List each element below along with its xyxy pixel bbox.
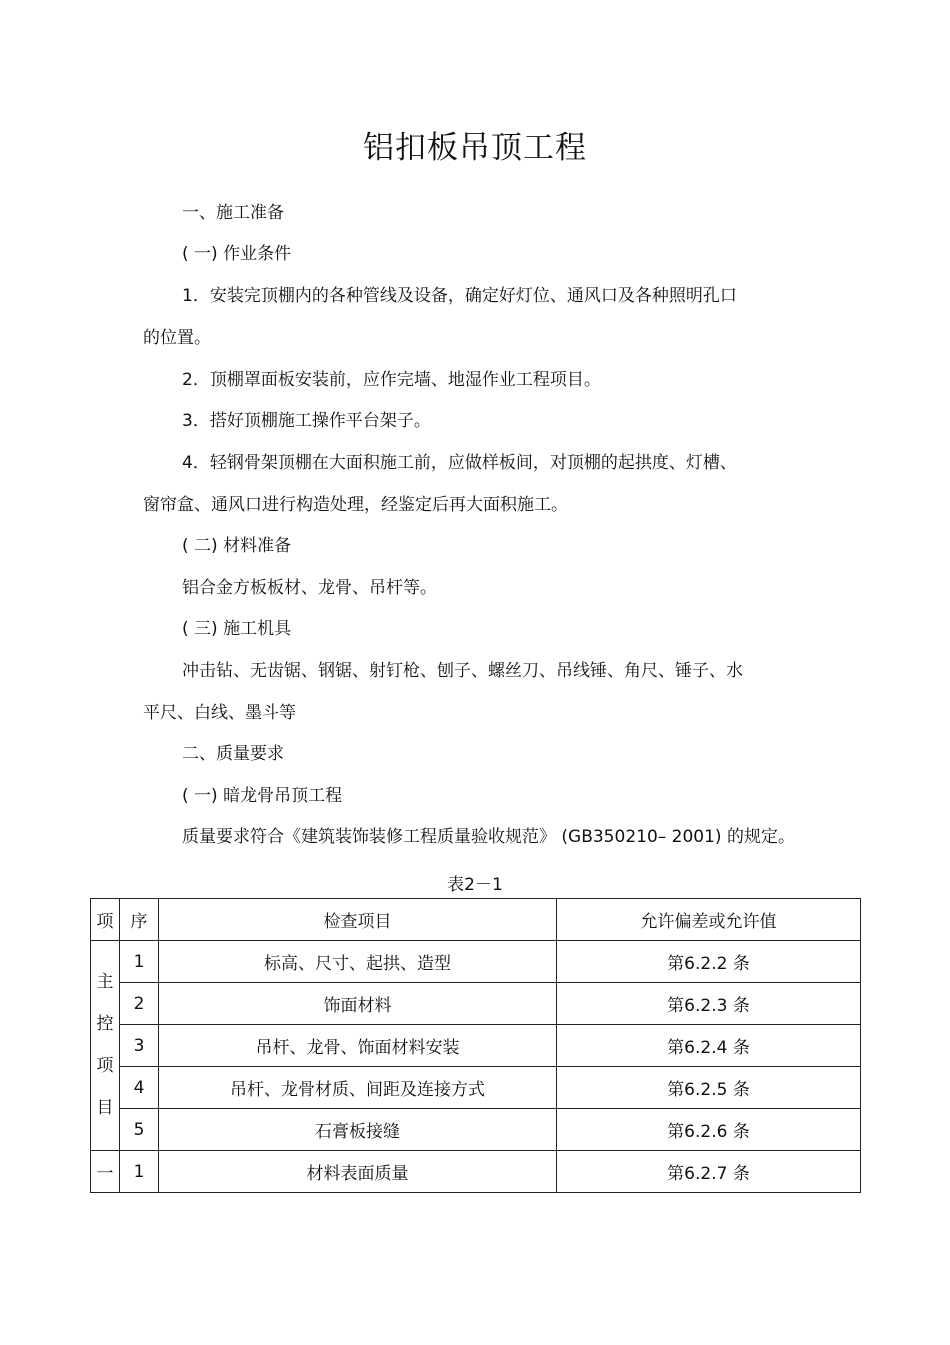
subsection-heading-materials: ( 二) 材料准备	[182, 536, 292, 556]
table-row	[91, 983, 861, 1025]
paragraph-item4-line1: 4．轻钢骨架顶棚在大面积施工前，应做样板间，对顶棚的起拱度、灯槽、	[182, 453, 737, 473]
header-allowed-value: 允许偏差或允许值	[557, 899, 861, 941]
row-number: 1	[120, 1151, 159, 1193]
row-item: 饰面材料	[159, 983, 557, 1025]
row-value: 第6.2.4 条	[557, 1025, 861, 1067]
paragraph-item3: 3．搭好顶棚施工操作平台架子。	[182, 411, 431, 431]
subsection-heading-tools: ( 三) 施工机具	[182, 619, 292, 639]
paragraph-tools-line2: 平尺、白线、墨斗等	[143, 703, 296, 723]
table-row	[91, 941, 861, 983]
group-main-char: 主	[96, 972, 114, 992]
section-heading-preparation: 一、施工准备	[182, 203, 284, 223]
inspection-table	[90, 898, 861, 1193]
row-item: 吊杆、龙骨材质、间距及连接方式	[159, 1067, 557, 1109]
row-item: 石膏板接缝	[159, 1109, 557, 1151]
paragraph-item1-line1: 1．安装完顶棚内的各种管线及设备，确定好灯位、通风口及各种照明孔口	[182, 286, 737, 306]
table-header-row	[91, 899, 861, 941]
table-row	[91, 1109, 861, 1151]
table-row	[91, 1067, 861, 1109]
group-main-char: 项	[96, 1056, 114, 1076]
section-heading-quality: 二、质量要求	[182, 744, 284, 764]
row-value: 第6.2.2 条	[557, 941, 861, 983]
table-row	[91, 1025, 861, 1067]
row-number: 3	[120, 1025, 159, 1067]
paragraph-quality-standard: 质量要求符合《建筑装饰装修工程质量验收规范》 (GB350210– 2001) 的规定。	[182, 827, 795, 847]
paragraph-item2: 2．顶棚罩面板安装前，应作完墙、地湿作业工程项目。	[182, 370, 601, 390]
header-inspection-item: 检查项目	[159, 899, 557, 941]
row-value: 第6.2.3 条	[557, 983, 861, 1025]
group-general: 一	[91, 1151, 120, 1193]
row-value: 第6.2.5 条	[557, 1067, 861, 1109]
page-title: 铝扣板吊顶工程	[363, 130, 587, 166]
table-caption: 表2－1	[447, 875, 503, 895]
row-number: 5	[120, 1109, 159, 1151]
paragraph-tools-line1: 冲击钻、无齿锯、钢锯、射钉枪、刨子、螺丝刀、吊线锤、角尺、锤子、水	[182, 661, 743, 681]
table-row	[91, 1151, 861, 1193]
row-number: 1	[120, 941, 159, 983]
row-value: 第6.2.7 条	[557, 1151, 861, 1193]
row-number: 2	[120, 983, 159, 1025]
group-main-char: 控	[96, 1014, 114, 1034]
header-number: 序	[120, 899, 159, 941]
row-item: 标高、尺寸、起拱、造型	[159, 941, 557, 983]
row-item: 材料表面质量	[159, 1151, 557, 1193]
row-number: 4	[120, 1067, 159, 1109]
row-item: 吊杆、龙骨、饰面材料安装	[159, 1025, 557, 1067]
paragraph-item1-line2: 的位置。	[143, 328, 211, 348]
paragraph-materials: 铝合金方板板材、龙骨、吊杆等。	[182, 578, 437, 598]
group-main-control	[91, 941, 120, 1151]
row-value: 第6.2.6 条	[557, 1109, 861, 1151]
subsection-heading-conditions: ( 一) 作业条件	[182, 244, 292, 264]
paragraph-item4-line2: 窗帘盒、通风口进行构造处理，经鉴定后再大面积施工。	[143, 495, 568, 515]
group-main-char: 目	[96, 1098, 114, 1118]
subsection-heading-hidden-keel: ( 一) 暗龙骨吊顶工程	[182, 786, 343, 806]
header-category: 项	[91, 899, 120, 941]
